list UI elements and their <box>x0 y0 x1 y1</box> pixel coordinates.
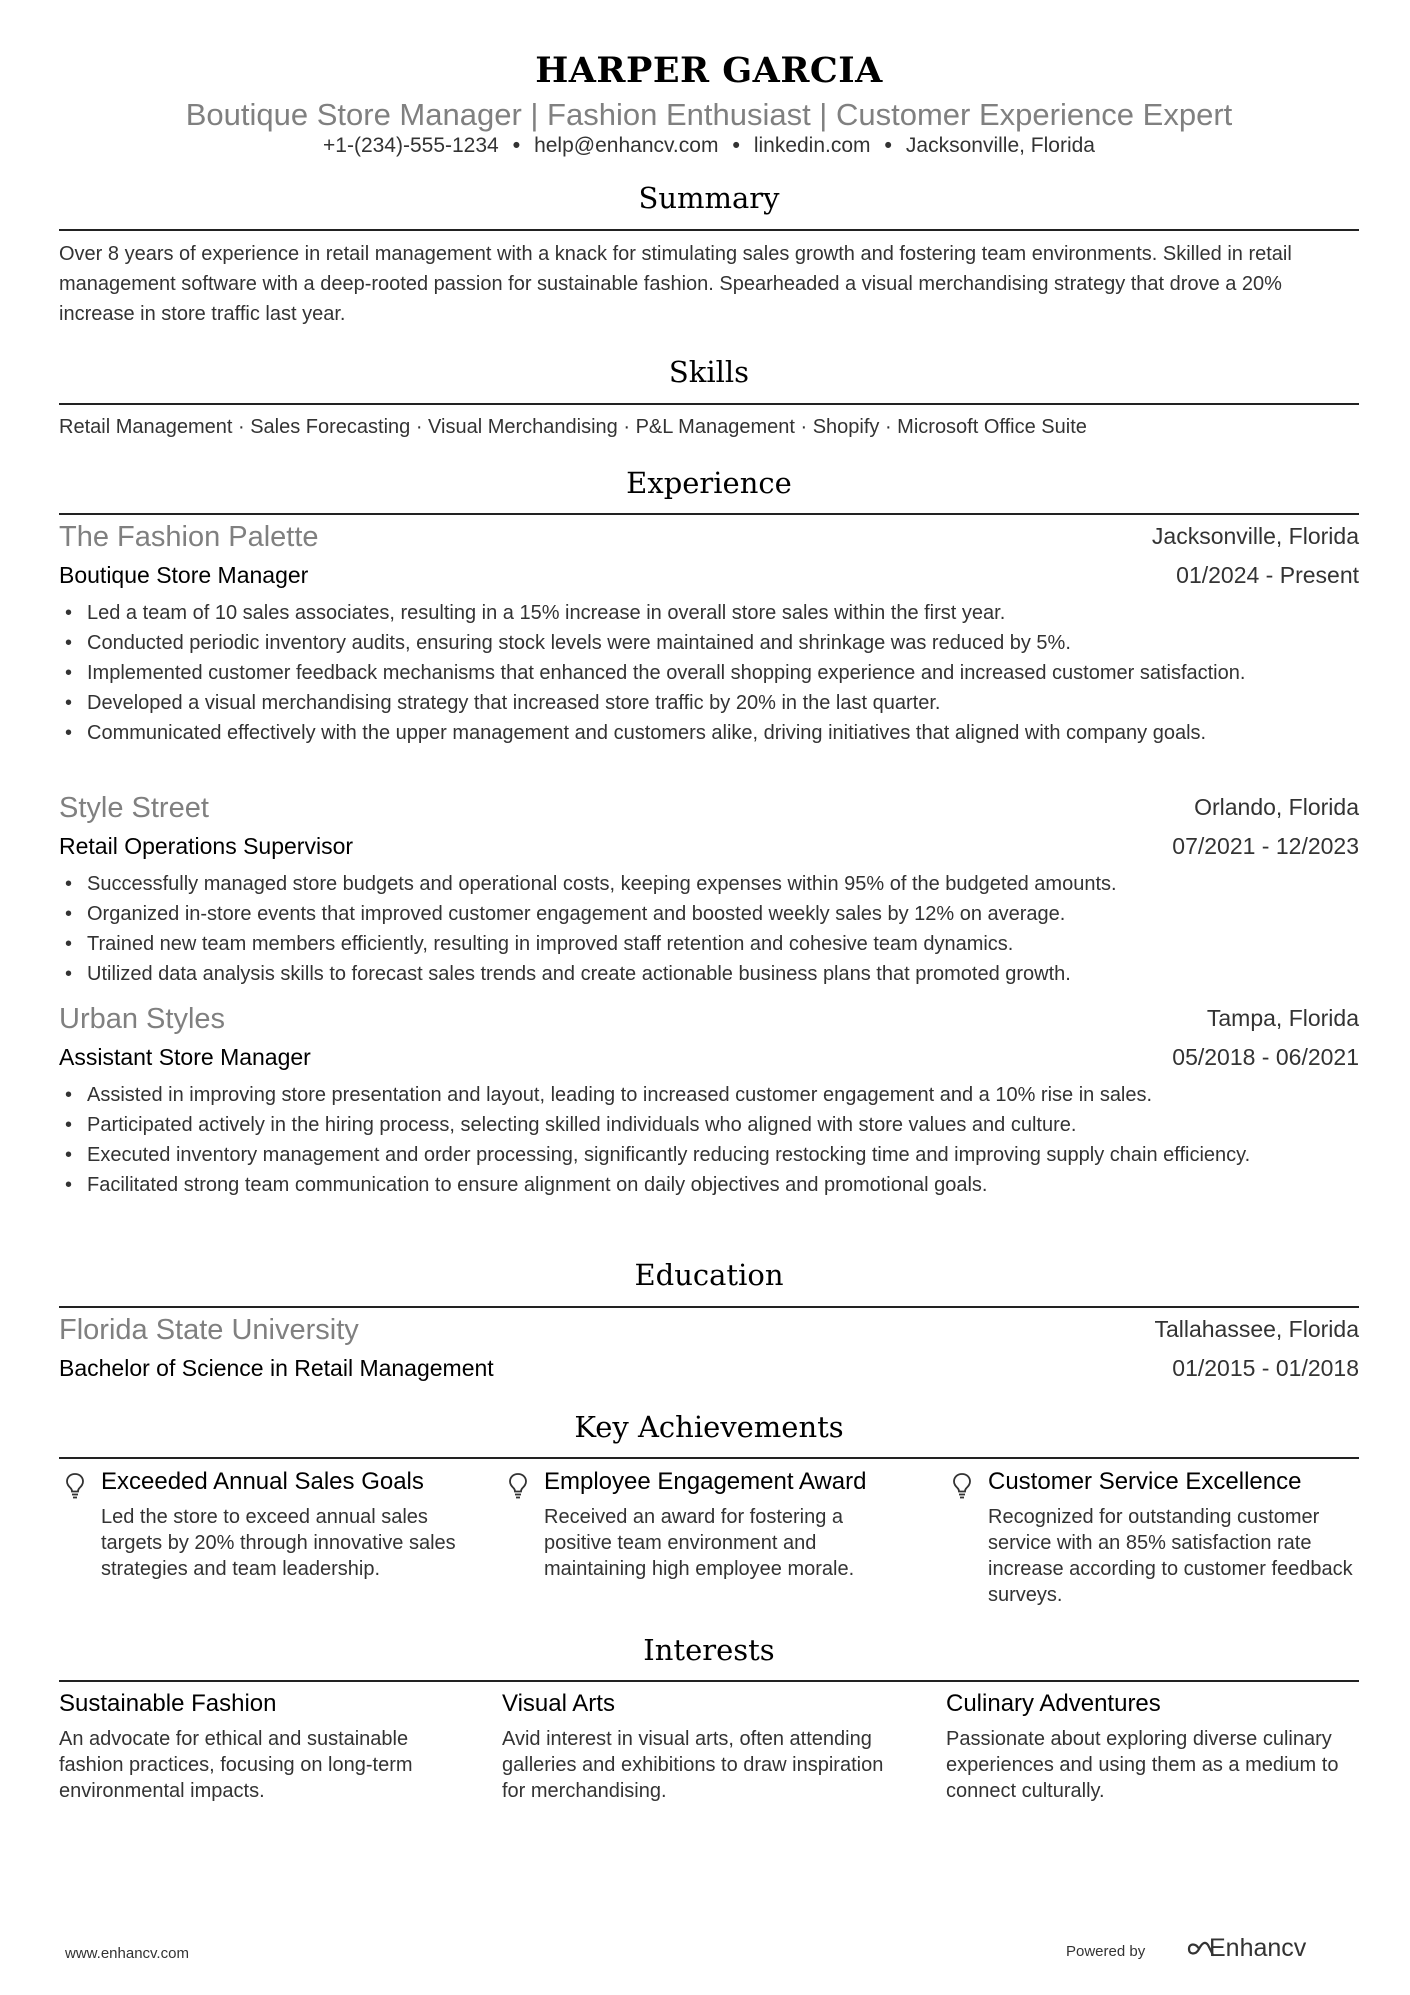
interest-title: Sustainable Fashion <box>59 1690 277 1717</box>
job-location: Tampa, Florida <box>1206 1005 1359 1031</box>
list-item: • Communicated effectively with the upper management and customers alike, driving initiatives that aligned with company goals. <box>59 718 1359 748</box>
achievement-description: Received an award for fostering a positive team environment and maintaining high employee morale. <box>544 1506 855 1580</box>
achievement-title: Exceeded Annual Sales Goals <box>101 1468 424 1495</box>
skills-heading: Skills <box>668 355 750 389</box>
job-bullets <box>59 1080 1359 1200</box>
achievement-title: Customer Service Excellence <box>988 1468 1302 1495</box>
contact-line <box>59 134 1359 158</box>
interest-title: Visual Arts <box>502 1690 615 1717</box>
section-divider <box>59 513 1359 515</box>
achievement-description: Led the store to exceed annual sales targets by 20% through innovative sales strategies and team leadership. <box>101 1506 456 1580</box>
section-divider <box>59 1306 1359 1308</box>
list-item: • Led a team of 10 sales associates, resulting in a 15% increase in overall store sales within the first year. <box>59 598 1359 628</box>
list-item: • Assisted in improving store presentation and layout, leading to increased customer engagement and a 10% rise in sales. <box>59 1080 1359 1110</box>
job-dates: 07/2021 - 12/2023 <box>1172 833 1359 859</box>
section-divider <box>59 1680 1359 1682</box>
list-item: • Implemented customer feedback mechanisms that enhanced the overall shopping experience and increased customer satisfaction. <box>59 658 1359 688</box>
achievement-title: Employee Engagement Award <box>544 1468 867 1495</box>
separator-dot: • <box>732 134 740 157</box>
experience-heading: Experience <box>626 466 792 500</box>
list-item: • Utilized data analysis skills to forecast sales trends and create actionable business plans that promoted growth. <box>59 959 1359 989</box>
school-name: Florida State University <box>59 1314 359 1346</box>
list-item: • Executed inventory management and order processing, significantly reducing restocking time and improving supply chain efficiency. <box>59 1140 1359 1170</box>
contact-linkedin[interactable]: linkedin.com <box>753 134 871 157</box>
list-item: • Trained new team members efficiently, resulting in improved staff retention and cohesive team dynamics. <box>59 929 1359 959</box>
job-dates: 05/2018 - 06/2021 <box>1172 1044 1359 1070</box>
job-bullets <box>59 598 1359 748</box>
summary-text: Over 8 years of experience in retail management with a knack for stimulating sales growth and fostering team environments. Skilled in retail management software with a deep-rooted passion for sustainable fashion. Spearheaded a visual merchandising strategy that drove a 20% increase in store traffic last year. <box>59 243 1292 325</box>
separator-dot: • <box>512 134 521 157</box>
school-location: Tallahassee, Florida <box>1154 1316 1359 1342</box>
contact-phone[interactable]: +1-(234)-555-1234 <box>323 134 499 157</box>
job-title: Assistant Store Manager <box>59 1044 311 1070</box>
list-item: • Successfully managed store budgets and operational costs, keeping expenses within 95% of the budgeted amounts. <box>59 869 1359 899</box>
interest-title: Culinary Adventures <box>946 1690 1161 1717</box>
job-location: Orlando, Florida <box>1194 794 1359 820</box>
section-divider <box>59 403 1359 405</box>
lightbulb-icon <box>952 1472 972 1500</box>
resume-page <box>59 0 1359 1995</box>
interest-item <box>59 1690 469 1810</box>
education-dates: 01/2015 - 01/2018 <box>1172 1355 1359 1381</box>
summary-heading: Summary <box>638 181 780 215</box>
list-item: • Facilitated strong team communication to ensure alignment on daily objectives and promotional goals. <box>59 1170 1359 1200</box>
education-heading: Education <box>634 1258 784 1292</box>
footer-powered-by: Powered by <box>1066 1943 1146 1960</box>
job-title: Boutique Store Manager <box>59 562 309 588</box>
interest-item <box>502 1690 912 1810</box>
company-name: The Fashion Palette <box>59 521 319 553</box>
achievements-heading: Key Achievements <box>574 1410 844 1444</box>
lightbulb-icon <box>65 1472 85 1500</box>
job-location: Jacksonville, Florida <box>1151 523 1359 549</box>
interest-description: Avid interest in visual arts, often attending galleries and exhibitions to draw inspiration for merchandising. <box>502 1728 884 1802</box>
achievement-item <box>946 1468 1356 1608</box>
company-name: Urban Styles <box>59 1003 226 1035</box>
interests-heading: Interests <box>643 1633 775 1667</box>
section-divider <box>59 229 1359 231</box>
job-bullets <box>59 869 1359 989</box>
separator-dot: • <box>884 134 892 157</box>
interest-description: Passionate about exploring diverse culinary experiences and using them as a medium to connect culturally. <box>946 1728 1339 1802</box>
degree-name: Bachelor of Science in Retail Management <box>59 1355 494 1381</box>
interest-item <box>946 1690 1356 1810</box>
company-name: Style Street <box>59 792 209 824</box>
candidate-name: HARPER GARCIA <box>535 50 883 91</box>
lightbulb-icon <box>508 1472 528 1500</box>
job-title: Retail Operations Supervisor <box>59 833 354 859</box>
contact-email[interactable]: help@enhancv.com <box>534 134 719 157</box>
list-item: • Conducted periodic inventory audits, ensuring stock levels were maintained and shrinkage was reduced by 5%. <box>59 628 1359 658</box>
list-item: • Organized in-store events that improved customer engagement and boosted weekly sales by 12% on average. <box>59 899 1359 929</box>
contact-location: Jacksonville, Florida <box>905 134 1095 157</box>
candidate-tagline: Boutique Store Manager | Fashion Enthusiast | Customer Experience Expert <box>185 97 1233 132</box>
achievement-item <box>59 1468 469 1608</box>
list-item: • Developed a visual merchandising strategy that increased store traffic by 20% in the last quarter. <box>59 688 1359 718</box>
footer-brand[interactable]: Enhancv <box>1209 1934 1307 1962</box>
list-item: • Participated actively in the hiring process, selecting skilled individuals who aligned with store values and culture. <box>59 1110 1359 1140</box>
footer-website[interactable]: www.enhancv.com <box>65 1945 189 1962</box>
section-divider <box>59 1457 1359 1459</box>
achievement-item <box>502 1468 912 1608</box>
achievement-description: Recognized for outstanding customer service with an 85% satisfaction rate increase according to customer feedback surveys. <box>988 1506 1353 1606</box>
job-dates: 01/2024 - Present <box>1176 562 1359 588</box>
skills-list: Retail Management · Sales Forecasting · Visual Merchandising · P&L Management · Shopify · Microsoft Office Suite <box>59 416 1087 438</box>
interest-description: An advocate for ethical and sustainable fashion practices, focusing on long-term environmental impacts. <box>59 1728 413 1802</box>
